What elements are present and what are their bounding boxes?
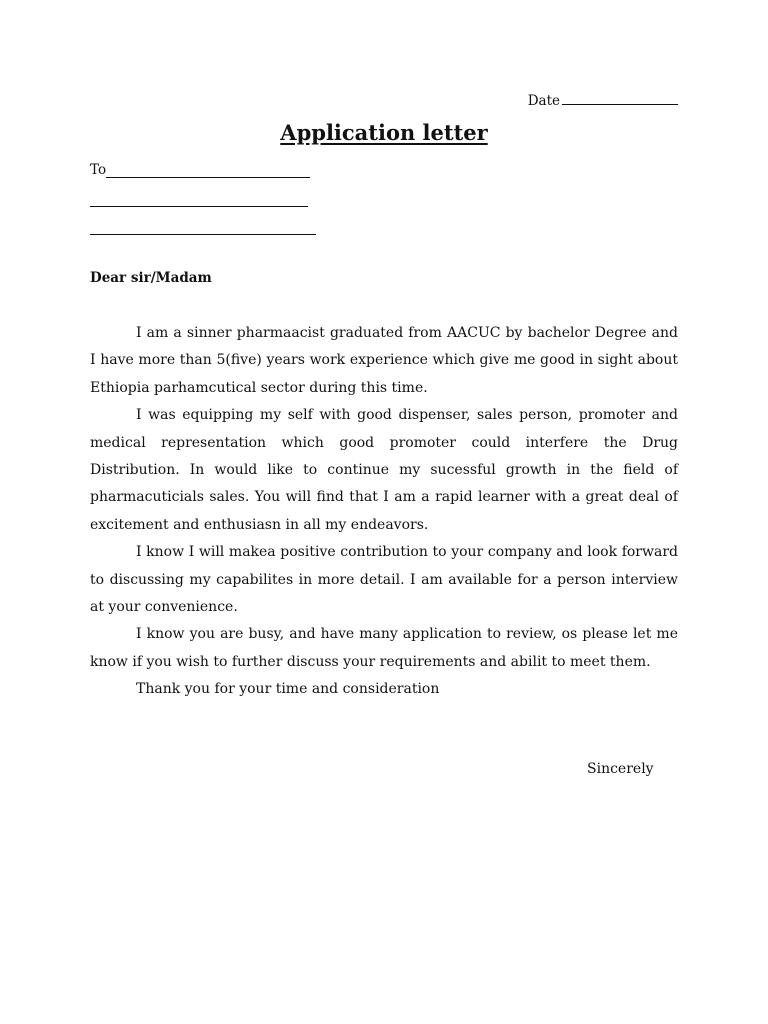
date-blank-line xyxy=(562,104,678,105)
recipient-line-3 xyxy=(90,233,316,235)
to-label: To xyxy=(90,162,107,178)
paragraph-3: I know I will makea positive contribution to your company and look forward to discussing my capabilites in more detail. I am available for a person interview at your convenience. xyxy=(90,544,678,616)
recipient-to-row xyxy=(90,162,316,178)
date-field xyxy=(528,93,678,109)
paragraph-2: I was equipping my self with good dispenser, sales person, promoter and medical representation which good promoter could interfere the Drug Distribution. In would like to continue my sucessful growth in the field of pharmacuticials sales. You will find that I am a rapid learner with a great deal of excitement and enthusiasn in all my endeavors. xyxy=(90,407,678,533)
salutation: Dear sir/Madam xyxy=(90,270,212,286)
paragraph-1: I am a sinner pharmaacist graduated from AACUC by bachelor Degree and I have more than 5(five) years work experience which give me good in sight about Ethiopia parhamcutical sector during this time. xyxy=(90,325,678,396)
recipient-line-2 xyxy=(90,205,308,207)
recipient-line-1 xyxy=(106,176,310,178)
paragraph-5: Thank you for your time and consideration xyxy=(136,681,440,698)
letter-body xyxy=(90,320,678,704)
date-label: Date xyxy=(527,93,560,109)
letter-title: Application letter xyxy=(280,120,488,145)
paragraph-4: I know you are busy, and have many application to review, os please let me know if you wish to further discuss your requirements and abilit to meet them. xyxy=(90,626,678,670)
recipient-block xyxy=(90,162,316,235)
closing: Sincerely xyxy=(587,761,654,777)
